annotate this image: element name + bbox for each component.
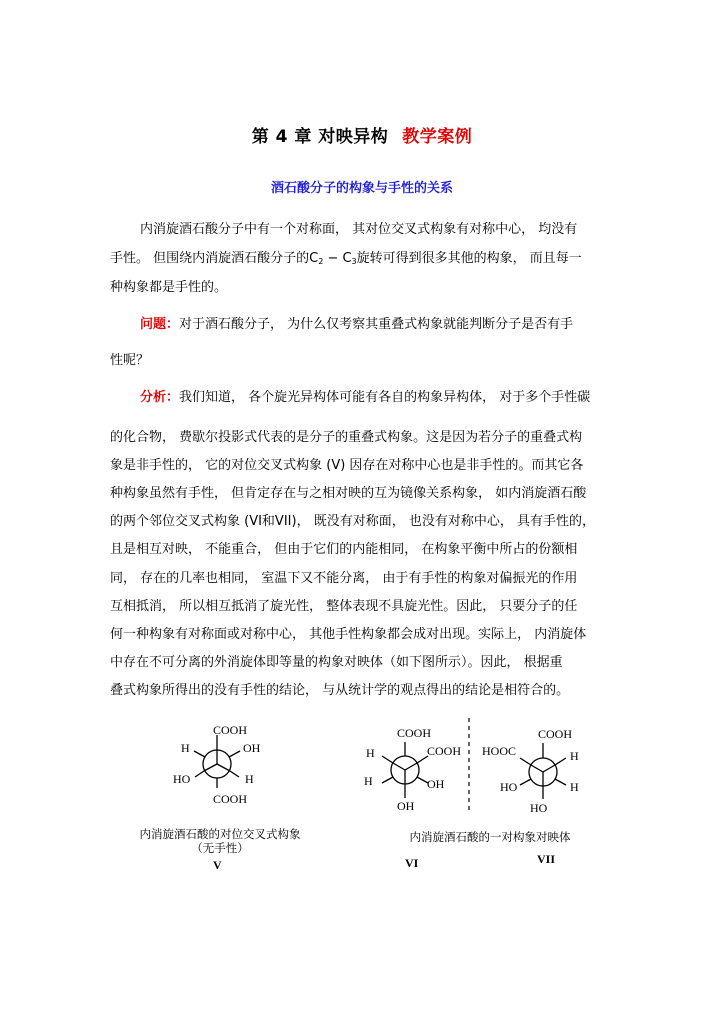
vi-lower-left: H: [364, 774, 373, 788]
v-lower-left: HO: [173, 772, 191, 786]
v-upper-right: OH: [243, 741, 261, 755]
label-vi: VI: [405, 856, 419, 870]
newman-projections-figure: [0, 700, 724, 830]
v-bottom-group: COOH: [213, 792, 248, 806]
analysis-line: 何一种构象有对称面或对称中心， 其他手性构象都会成对出现。实际上， 内消旋体: [110, 627, 587, 642]
label-v: V: [213, 858, 222, 872]
analysis-line: 中存在不可分离的外消旋体即等量的构象对映体（如下图所示）。因此， 根据重: [110, 655, 563, 670]
vii-top-group: COOH: [538, 727, 573, 741]
chapter-title-highlight: 教学案例: [402, 127, 473, 147]
figure-caption-left-note: （无手性）: [191, 843, 249, 855]
vi-top-group: COOH: [397, 726, 432, 740]
section-subtitle: 酒石酸分子的构象与手性的关系: [270, 181, 453, 196]
question-label: 问题：: [140, 317, 180, 332]
analysis-line: 的化合物， 费歇尔投影式代表的是分子的重叠式构象。这是因为若分子的重叠式构: [110, 430, 583, 445]
v-upper-left: H: [181, 741, 190, 755]
analysis-label: 分析：: [140, 390, 180, 405]
vii-upper-right: H: [570, 749, 579, 763]
analysis-line: 象是非手性的， 它的对位交叉式构象 (V) 因存在对称中心也是非手性的。而其它各: [110, 458, 584, 473]
vii-bottom-group: HO: [530, 801, 548, 815]
chapter-title-main: 第 4 章 对映异构: [251, 127, 389, 147]
intro-line-1: 内消旋酒石酸分子中有一个对称面， 其对位交叉式构象有对称中心， 均没有: [140, 222, 578, 237]
analysis-line: 的两个邻位交叉式构象 (VI和VII)， 既没有对称面， 也没有对称中心， 具有手性的，: [110, 514, 595, 529]
v-top-group: COOH: [213, 723, 248, 737]
analysis-line: 种构象虽然有手性， 但肯定存在与之相对映的互为镜像关系构象， 如内消旋酒石酸: [110, 486, 587, 501]
intro-line-3: 种构象都是手性的。: [110, 280, 228, 295]
newman-projection-vii: [520, 743, 566, 799]
question-line-2: 性呢？: [110, 353, 150, 368]
figure-caption-right: 内消旋酒石酸的一对构象对映体: [409, 832, 571, 844]
analysis-line: 叠式构象所得出的没有手性的结论， 与从统计学的观点得出的结论是相符合的。: [110, 683, 570, 698]
figure-caption-left: 内消旋酒石酸的对位交叉式构象: [139, 829, 301, 841]
label-vii: VII: [537, 852, 556, 866]
analysis-line: 且是相互对映， 不能重合， 但由于它们的内能相同， 在构象平衡中所占的份额相: [110, 542, 578, 557]
question-line-1: 问题：对于酒石酸分子， 为什么仅考察其重叠式构象就能判断分子是否有手: [140, 317, 574, 332]
chapter-title: [0, 122, 724, 147]
vi-upper-right: COOH: [427, 744, 462, 758]
analysis-line: 同， 存在的几率也相同， 室温下又不能分离， 由于有手性的构象对偏振光的作用: [110, 571, 578, 586]
v-lower-right: H: [245, 772, 254, 786]
analysis-line: 互相抵消， 所以相互抵消了旋光性， 整体表现不具旋光性。因此， 只要分子的任: [110, 599, 578, 614]
vii-upper-left: HOOC: [482, 744, 517, 758]
vii-lower-left: HO: [500, 780, 518, 794]
intro-line-2: 手性。 但围绕内消旋酒石酸分子的$C_2 - C_3$旋转可得到很多其他的构象， 而且每一: [110, 251, 582, 266]
newman-projection-v: [194, 735, 240, 788]
vii-lower-right: H: [570, 780, 579, 794]
vi-upper-left: H: [366, 746, 375, 760]
newman-projection-vi: [382, 742, 428, 798]
analysis-line-1: 分析：我们知道， 各个旋光异构体可能有各自的构象异构体， 对于多个手性碳: [140, 390, 591, 405]
vi-lower-right: OH: [427, 777, 445, 791]
vi-bottom-group: OH: [397, 799, 415, 813]
